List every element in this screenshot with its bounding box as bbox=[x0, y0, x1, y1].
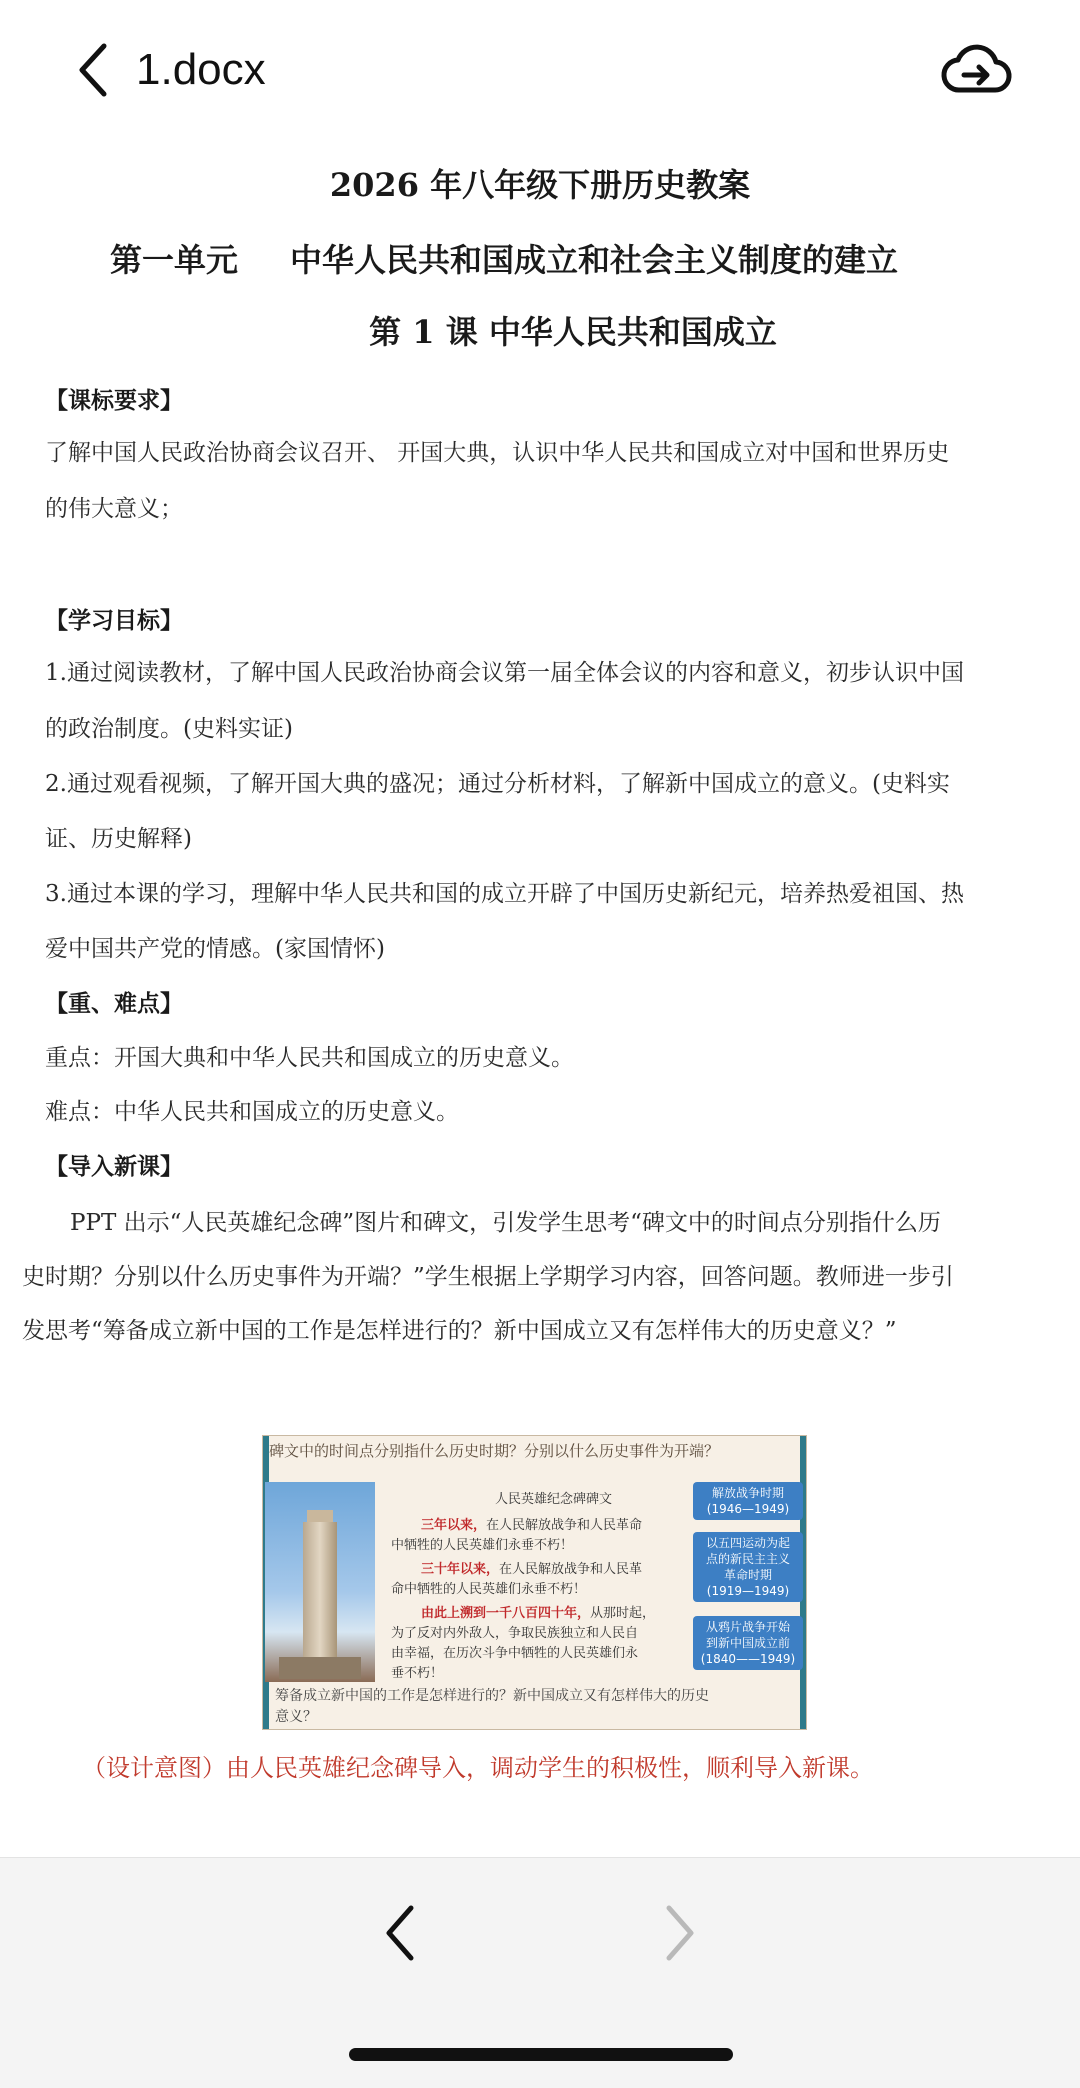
monument-base bbox=[279, 1657, 361, 1679]
period-tag: 解放战争时期 (1946—1949) bbox=[693, 1482, 803, 1520]
slide-question: 碑文中的时间点分别指什么历史时期？分别以什么历史事件为开端？ bbox=[269, 1442, 720, 1460]
back-chevron-icon[interactable] bbox=[70, 40, 120, 100]
design-intent-note: （设计意图）由人民英雄纪念碑导入，调动学生的积极性，顺利导入新课。 bbox=[82, 1754, 874, 1782]
paragraph-line: 的伟大意义； bbox=[45, 496, 183, 522]
unit-title: 中华人民共和国成立和社会主义制度的建立 bbox=[290, 241, 899, 279]
home-indicator[interactable] bbox=[349, 2048, 733, 2061]
file-name-title: 1.docx bbox=[136, 45, 266, 94]
paragraph-line: 重点：开国大典和中华人民共和国成立的历史意义。 bbox=[45, 1045, 574, 1071]
paragraph-line: 的政治制度。(史料实证) bbox=[45, 716, 293, 742]
paragraph-line: 难点：中华人民共和国成立的历史意义。 bbox=[45, 1099, 459, 1125]
paragraph-line: 1.通过阅读教材，了解中国人民政治协商会议第一届全体会议的内容和意义，初步认识中国 bbox=[45, 660, 964, 686]
inscription-line: 三十年以来，在人民解放战争和人民革 bbox=[421, 1562, 643, 1577]
doc-title: 2026 年八年级下册历史教案 bbox=[329, 166, 751, 204]
unit-heading bbox=[110, 235, 898, 281]
inscription-line: 三年以来，在人民解放战争和人民革命 bbox=[421, 1518, 643, 1533]
monument-photo bbox=[265, 1482, 375, 1682]
section-heading-intro: 【导入新课】 bbox=[45, 1153, 183, 1180]
paragraph-line: 证、历史解释) bbox=[45, 826, 192, 852]
monument-slide-image bbox=[262, 1435, 807, 1730]
inscription-line: 由此上溯到一千八百四十年，从那时起， bbox=[421, 1606, 656, 1621]
prev-page-chevron-left-icon[interactable] bbox=[375, 1898, 425, 1968]
inscription-line: 垂不朽！ bbox=[391, 1666, 444, 1681]
section-heading-objectives: 【学习目标】 bbox=[45, 607, 183, 634]
inscription-heading: 人民英雄纪念碑碑文 bbox=[495, 1492, 613, 1507]
lesson-title: 第 1 课 中华人民共和国成立 bbox=[369, 313, 777, 351]
cloud-arrow-icon[interactable] bbox=[940, 38, 1012, 102]
paragraph-line: 了解中国人民政治协商会议召开、 开国大典，认识中华人民共和国成立对中国和世界历史 bbox=[45, 440, 950, 466]
section-heading-standards: 【课标要求】 bbox=[45, 387, 183, 414]
paragraph-line: 2.通过观看视频，了解开国大典的盛况；通过分析材料，了解新中国成立的意义。(史料实 bbox=[45, 771, 950, 797]
paragraph-line: 3.通过本课的学习，理解中华人民共和国的成立开辟了中国历史新纪元，培养热爱祖国、热 bbox=[45, 881, 964, 907]
next-page-chevron-right-icon[interactable] bbox=[655, 1898, 705, 1968]
period-tag: 从鸦片战争开始 到新中国成立前 (1840——1949) bbox=[693, 1616, 803, 1670]
inscription-line: 命中牺牲的人民英雄们永垂不朽！ bbox=[391, 1582, 587, 1597]
bottom-nav-bar bbox=[0, 1857, 1080, 2088]
paragraph-line: PPT 出示“人民英雄纪念碑”图片和碑文，引发学生思考“碑文中的时间点分别指什么历 bbox=[70, 1210, 941, 1236]
monument-shaft bbox=[303, 1522, 337, 1672]
section-heading-keypoints: 【重、难点】 bbox=[45, 990, 183, 1017]
paragraph-line: 史时期？分别以什么历史事件为开端？”学生根据上学期学习内容，回答问题。教师进一步引 bbox=[22, 1264, 954, 1290]
period-tag: 以五四运动为起 点的新民主主义 革命时期 (1919—1949) bbox=[693, 1532, 803, 1602]
paragraph-line: 发思考“筹备成立新中国的工作是怎样进行的？新中国成立又有怎样伟大的历史意义？” bbox=[22, 1318, 897, 1344]
top-bar bbox=[0, 0, 1080, 140]
inscription-line: 中牺牲的人民英雄们永垂不朽！ bbox=[391, 1538, 574, 1553]
slide-bottom-question: 筹备成立新中国的工作是怎样进行的？新中国成立又有怎样伟大的历史 意义？ bbox=[275, 1688, 709, 1725]
paragraph-line: 爱中国共产党的情感。(家国情怀) bbox=[45, 936, 385, 962]
inscription-line: 由幸福，在历次斗争中牺牲的人民英雄们永 bbox=[391, 1646, 639, 1661]
unit-label: 第一单元 bbox=[110, 241, 239, 279]
inscription-line: 为了反对内外敌人，争取民族独立和人民自 bbox=[391, 1626, 639, 1641]
